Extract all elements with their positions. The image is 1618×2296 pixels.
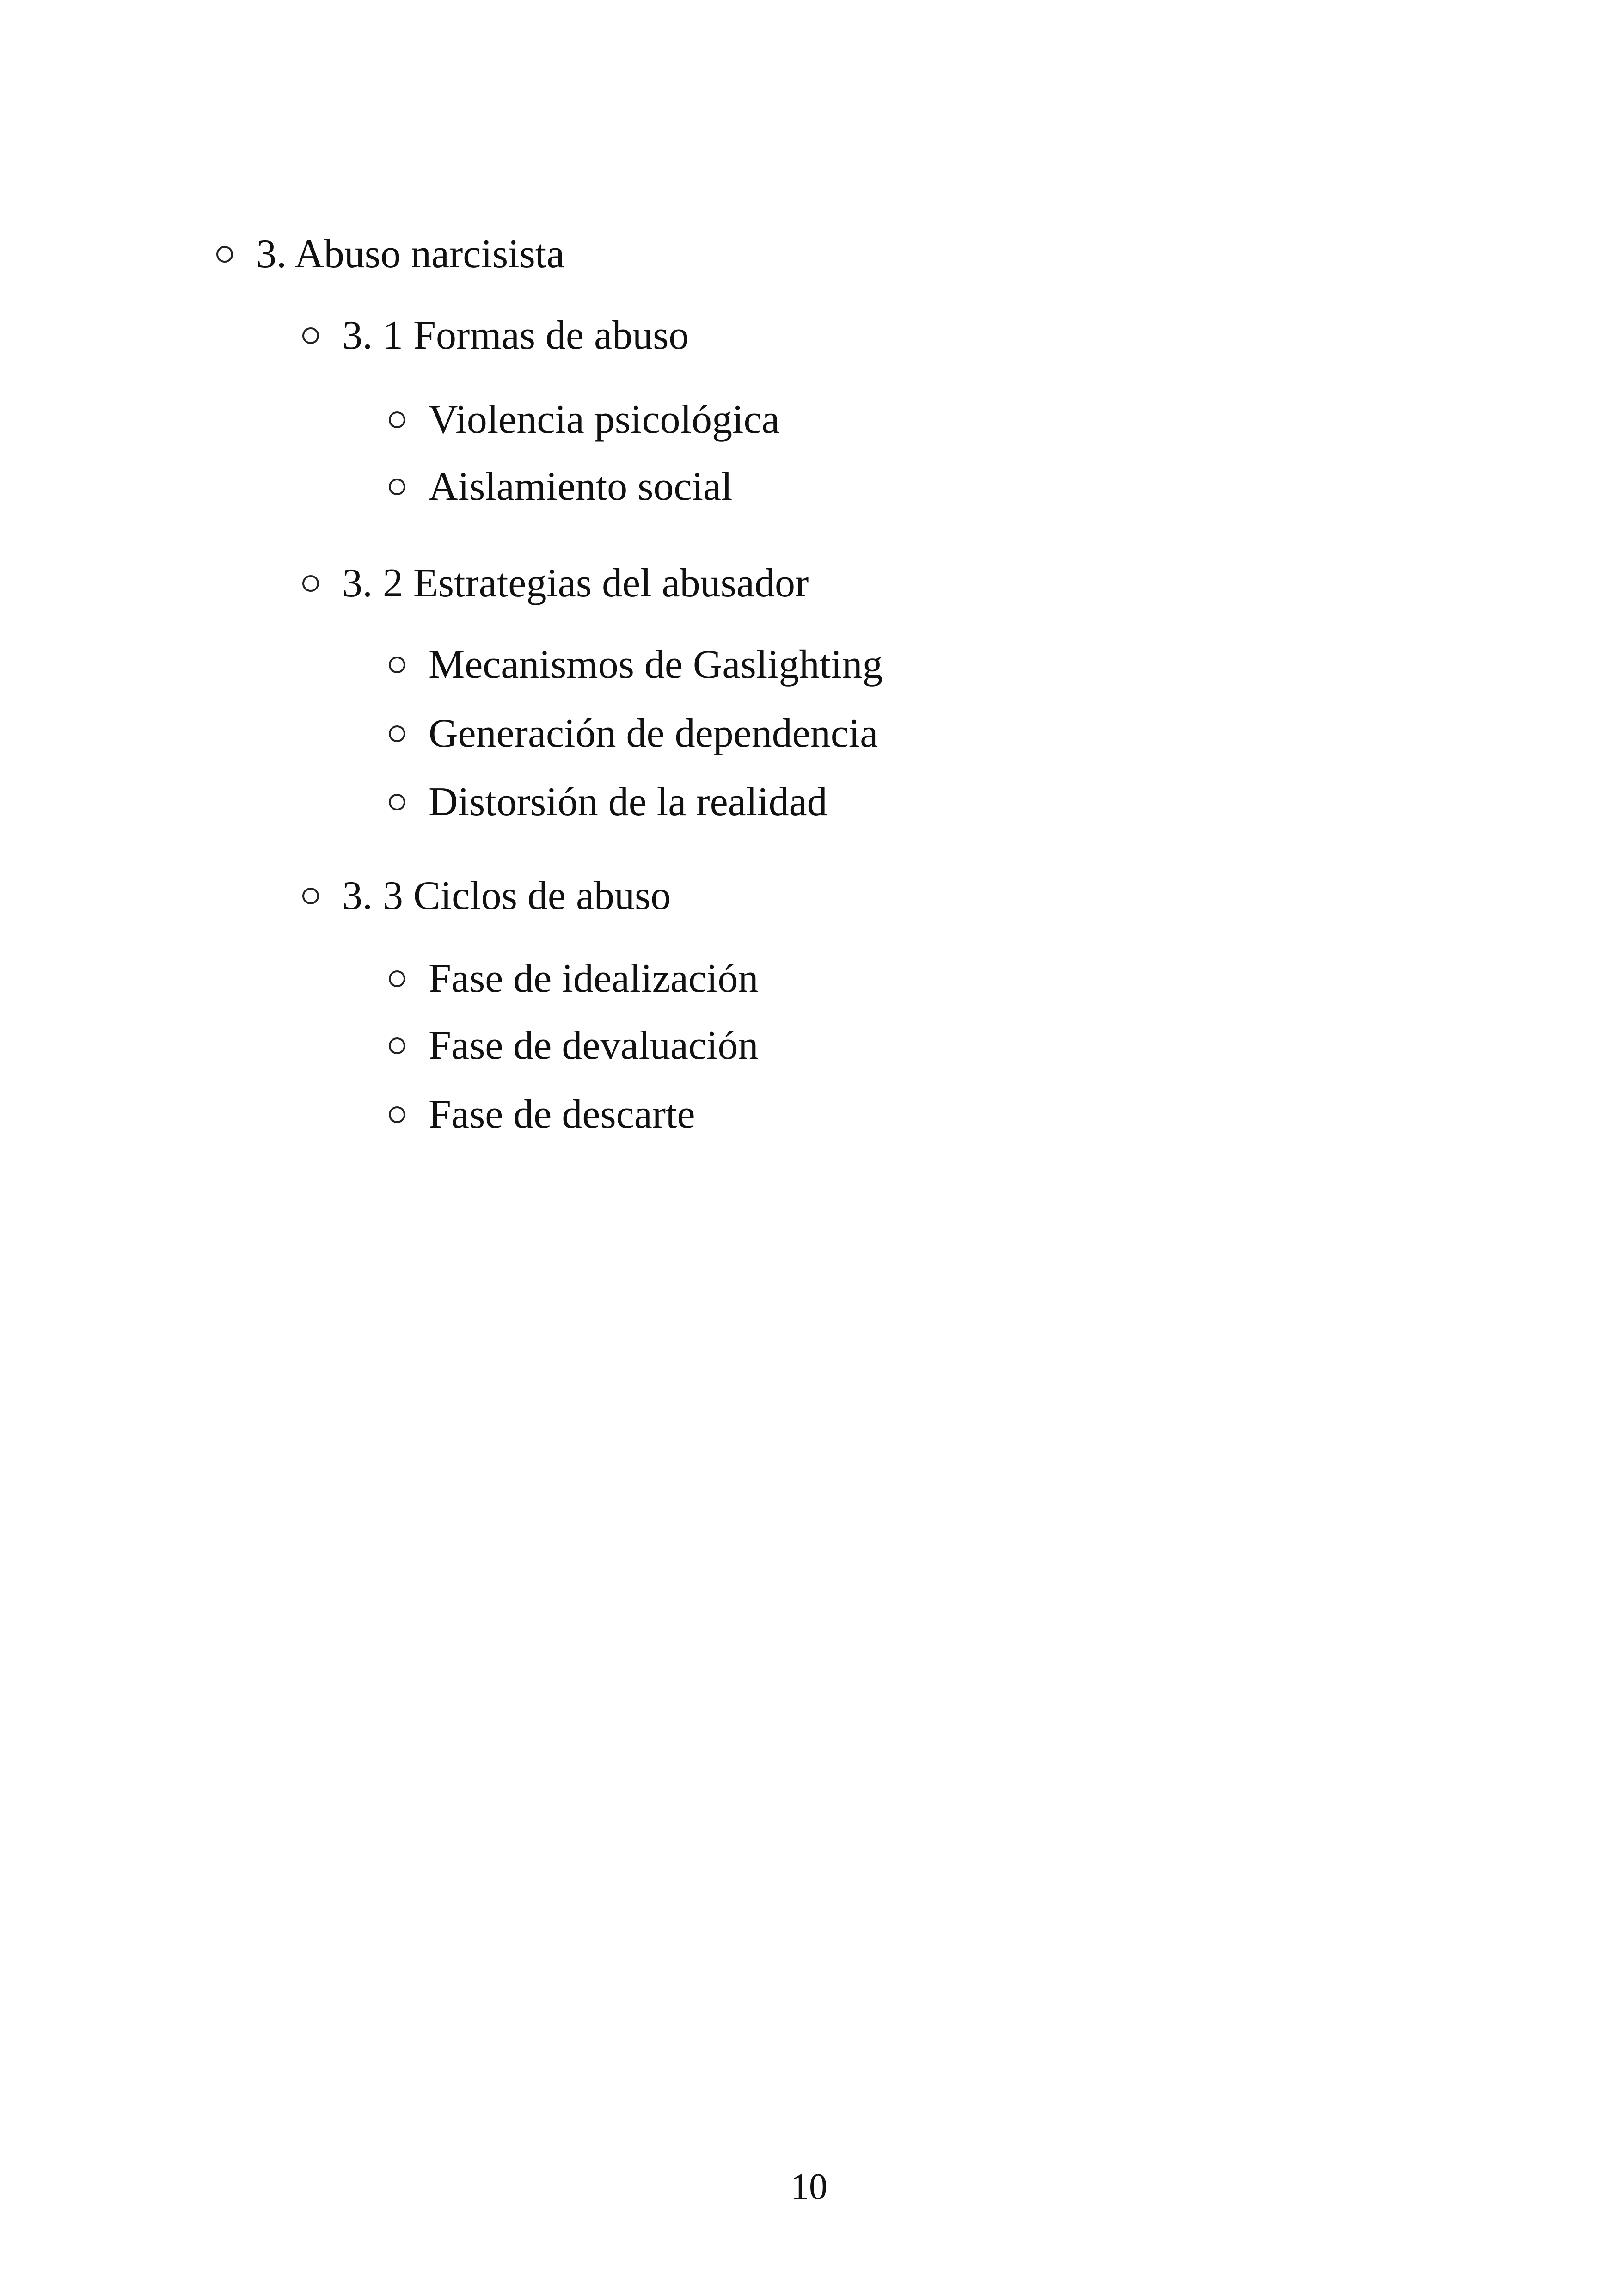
list-item-text: Distorsión de la realidad xyxy=(429,780,827,824)
list-item-text: Fase de idealización xyxy=(429,956,759,1001)
list-item-text: Mecanismos de Gaslighting xyxy=(429,642,883,687)
list-item xyxy=(389,953,758,1004)
hollow-bullet-icon xyxy=(389,1106,405,1123)
hollow-bullet-icon xyxy=(216,246,233,263)
section-title-text: 3. 1 Formas de abuso xyxy=(342,313,689,358)
hollow-bullet-icon xyxy=(389,794,405,810)
list-item xyxy=(389,708,878,759)
section-title xyxy=(302,558,809,609)
list-item-text: Aislamiento social xyxy=(429,464,733,509)
hollow-bullet-icon xyxy=(389,657,405,673)
hollow-bullet-icon xyxy=(389,1037,405,1054)
hollow-bullet-icon xyxy=(302,327,319,344)
section-title-text: 3. 3 Ciclos de abuso xyxy=(342,873,671,918)
list-item-text: Fase de devaluación xyxy=(429,1023,759,1068)
list-item xyxy=(389,639,883,690)
list-item xyxy=(389,1020,759,1071)
outline-heading-text: 3. Abuso narcisista xyxy=(256,232,565,276)
list-item xyxy=(389,461,732,512)
list-item xyxy=(389,777,827,828)
section-title-text: 3. 2 Estrategias del abusador xyxy=(342,561,809,606)
hollow-bullet-icon xyxy=(389,479,405,495)
page-number: 10 xyxy=(791,2167,827,2207)
hollow-bullet-icon xyxy=(389,725,405,742)
hollow-bullet-icon xyxy=(302,575,319,592)
hollow-bullet-icon xyxy=(389,970,405,987)
section-title xyxy=(302,310,689,361)
outline-heading xyxy=(216,229,564,280)
section-title xyxy=(302,871,671,921)
hollow-bullet-icon xyxy=(302,888,319,904)
list-item-text: Generación de dependencia xyxy=(429,711,878,756)
list-item xyxy=(389,394,780,445)
list-item-text: Fase de descarte xyxy=(429,1092,695,1137)
list-item-text: Violencia psicológica xyxy=(429,397,780,442)
list-item xyxy=(389,1089,695,1140)
hollow-bullet-icon xyxy=(389,411,405,428)
